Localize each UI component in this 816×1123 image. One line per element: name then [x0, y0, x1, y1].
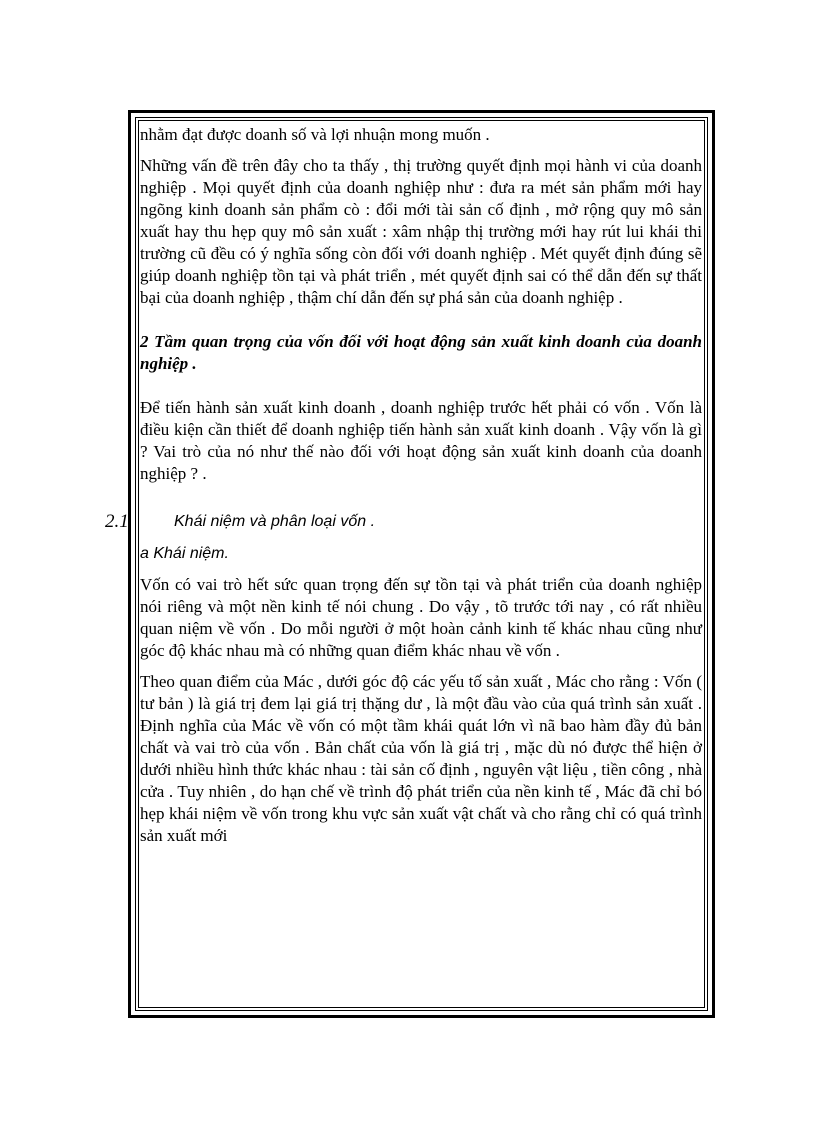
document-body [105, 124, 702, 847]
section-heading-2: 2 Tầm quan trọng của vốn đối với hoạt động sản xuất kinh doanh của doanh nghiệp . [140, 332, 702, 373]
subheading-concept: a Khái niệm. [140, 545, 229, 562]
paragraph-market-role: Những vấn đề trên đây cho ta thấy , thị trường quyết định mọi hành vi của doanh nghiệp . Mọi quyết định của doanh nghiệp như : đưa ra mét sản phẩm mới hay ngõng kinh doanh sản phẩm cò : đổi mới tài sản cố định , mở rộng quy mô sản xuất hay thu hẹp quy mô sản xuất : xâm nhập thị trường mới hay rút lui khái thi trường cũ đều có ý nghĩa sống còn đối với doanh nghiệp . Mét quyết định đúng sẽ giúp doanh nghiệp tồn tại và phát triển , mét quyết định sai có thể dẫn đến sự thất bại của doanh nghiệp , thậm chí dẫn đến sự phá sản của doanh nghiệp . [140, 156, 702, 307]
section-2-1-row [105, 511, 702, 535]
paragraph-intro-end: nhằm đạt được doanh số và lợi nhuận mong muốn . [140, 125, 490, 144]
section-title: Khái niệm và phân loại vốn . [174, 513, 376, 530]
paragraph-marx-view: Theo quan điểm của Mác , dưới góc độ các yếu tố sản xuất , Mác cho rằng : Vốn ( tư bản ) là giá trị đem lại giá trị thặng dư , là một đầu vào của quá trình sản xuất . Định nghĩa của Mác về vốn có một tầm khái quát lớn vì nã bao hàm đầy đủ bản chất và vai trò của vốn . Bản chất của vốn là giá trị , mặc dù nó được thể hiện ở dưới nhiều hình thức khác nhau : tài sản cố định , nguyên vật liệu , tiền công , nhà cửa . Tuy nhiên , do hạn chế về trình độ phát triển của nền kinh tế , Mác đã chỉ bó hẹp khái niệm về vốn trong khu vực sản xuất vật chất và cho rằng chỉ có quá trình sản xuất mới [140, 672, 702, 845]
paragraph-capital-role: Vốn có vai trò hết sức quan trọng đến sự tồn tại và phát triển của doanh nghiệp nói riêng và một nền kinh tế nói chung . Do vậy , tõ trước tới nay , có rất nhiều quan niệm về vốn . Do mỗi người ở một hoàn cảnh kinh tế khác nhau cũng như góc độ khác nhau mà có những quan điểm khác nhau về vốn . [140, 575, 702, 660]
section-number: 2.1 [105, 511, 129, 532]
paragraph-capital-need: Để tiến hành sản xuất kinh doanh , doanh nghiệp trước hết phải có vốn . Vốn là điều kiện cần thiết để doanh nghiệp tiến hành sản xuất kinh doanh . Vậy vốn là gì ? Vai trò của nó như thế nào đối với hoạt động sản xuất kinh doanh của doanh nghiệp ? . [140, 398, 702, 483]
